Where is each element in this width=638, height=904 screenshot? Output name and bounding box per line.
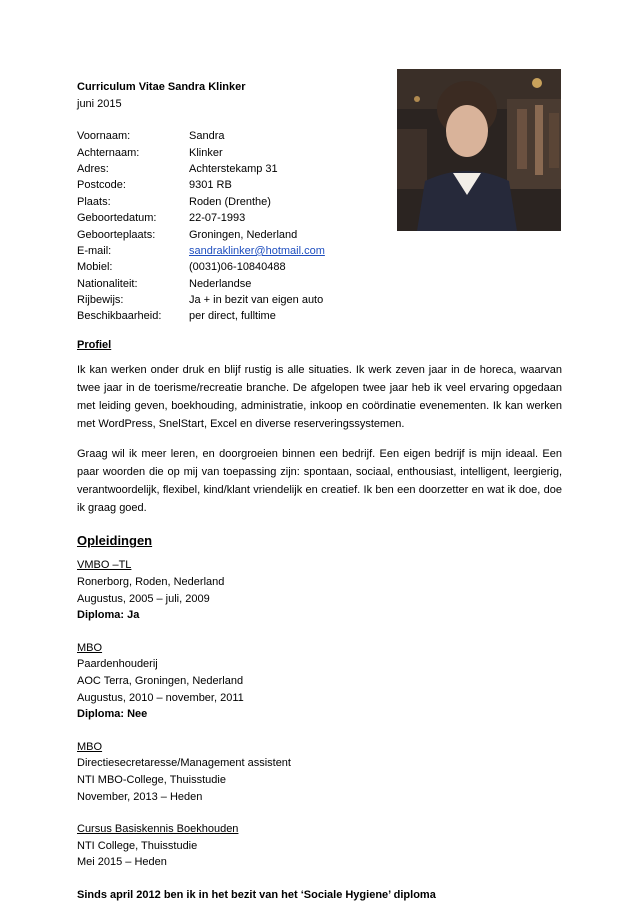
detail-row-availability: [77, 308, 562, 324]
detail-value: Ja + in bezit van eigen auto: [189, 294, 324, 307]
profile-heading: Profiel: [77, 338, 112, 351]
detail-row-birthplace: [77, 227, 562, 243]
hygiene-diploma-note: Sinds april 2012 ben ik in het bezit van het ‘Sociale Hygiene’ diploma: [77, 888, 436, 901]
detail-value: 9301 RB: [189, 179, 232, 192]
detail-value: Nederlandse: [189, 277, 252, 290]
education-item: [77, 739, 562, 805]
email-link[interactable]: sandraklinker@hotmail.com: [189, 244, 325, 257]
detail-label: Adres:: [77, 162, 109, 175]
detail-row-birthdate: [77, 210, 562, 226]
detail-row-email: [77, 243, 562, 259]
detail-row-first-name: [77, 128, 562, 144]
detail-row-city: [77, 194, 562, 210]
personal-details: [77, 128, 562, 325]
detail-value: Sandra: [189, 130, 225, 143]
education-line: Mei 2015 – Heden: [77, 856, 167, 869]
profile-paragraph: Ik kan werken onder druk en blijf rustig is alle situaties. Ik werk zeven jaar in de horeca, waarvan twee jaar in de toerisme/recreatie branche. De afgelopen twee jaar heb ik veel ervaring opgedaan met leiding geven, boekhouding, administratie, inkoop en coördinatie evenementen. Ik kan werken met WordPress, SnelStart, Excel en diverse reserveringssystemen.: [77, 364, 562, 431]
education-line: AOC Terra, Groningen, Nederland: [77, 675, 244, 688]
education-line: Augustus, 2010 – november, 2011: [77, 691, 244, 704]
detail-label: Plaats:: [77, 195, 111, 208]
detail-value: Groningen, Nederland: [189, 228, 298, 241]
education-item: [77, 640, 562, 723]
education-line: Paardenhouderij: [77, 658, 158, 671]
detail-label: Nationaliteit:: [77, 277, 138, 290]
education-item: [77, 821, 562, 871]
education-title: VMBO –TL: [77, 559, 132, 572]
education-title: MBO: [77, 740, 103, 753]
education-title: MBO: [77, 641, 103, 654]
education-title: Cursus Basiskennis Boekhouden: [77, 823, 239, 836]
education-line: Directiesecretaresse/Management assistent: [77, 757, 291, 770]
detail-label: Voornaam:: [77, 130, 131, 143]
detail-label: Geboortedatum:: [77, 212, 157, 225]
education-diploma: Diploma: Nee: [77, 708, 148, 721]
education-line: Augustus, 2005 – juli, 2009: [77, 592, 210, 605]
education-line: November, 2013 – Heden: [77, 790, 203, 803]
detail-row-last-name: [77, 145, 562, 161]
detail-label: Rijbewijs:: [77, 294, 124, 307]
detail-value: Roden (Drenthe): [189, 195, 271, 208]
detail-label: Achternaam:: [77, 146, 140, 159]
detail-label: Geboorteplaats:: [77, 228, 156, 241]
profile-paragraph: Graag wil ik meer leren, en doorgroeien binnen een bedrijf. Een eigen bedrijf is mijn ideaal. Een paar woorden die op mij van toepassing zijn: spontaan, sociaal, enthousiast, intelligent, leergierig, verantwoordelijk, flexibel, kind/klant vriendelijk en creatief. Ik ben een doorzetter en wat ik doe, doe ik graag goed.: [77, 448, 562, 515]
document-title: Curriculum Vitae Sandra Klinker: [77, 81, 246, 93]
detail-label: Beschikbaarheid:: [77, 310, 162, 323]
document-date: juni 2015: [77, 97, 122, 110]
education-diploma: Diploma: Ja: [77, 609, 140, 622]
education-line: Ronerborg, Roden, Nederland: [77, 576, 225, 589]
education-line: NTI College, Thuisstudie: [77, 839, 198, 852]
detail-label: Postcode:: [77, 179, 126, 192]
detail-value: Klinker: [189, 146, 223, 159]
detail-value: 22-07-1993: [189, 212, 246, 225]
detail-row-address: [77, 161, 562, 177]
education-line: NTI MBO-College, Thuisstudie: [77, 774, 226, 786]
detail-value: Achterstekamp 31: [189, 162, 278, 175]
detail-row-nationality: [77, 276, 562, 292]
detail-value: (0031)06-10840488: [189, 261, 286, 274]
detail-label: E-mail:: [77, 244, 112, 257]
detail-label: Mobiel:: [77, 261, 113, 274]
detail-value: per direct, fulltime: [189, 310, 276, 323]
education-item: [77, 557, 562, 623]
cv-document: [77, 79, 562, 904]
detail-row-mobile: [77, 259, 562, 275]
detail-row-postcode: [77, 177, 562, 193]
education-heading: Opleidingen: [77, 533, 153, 549]
detail-row-license: [77, 292, 562, 308]
